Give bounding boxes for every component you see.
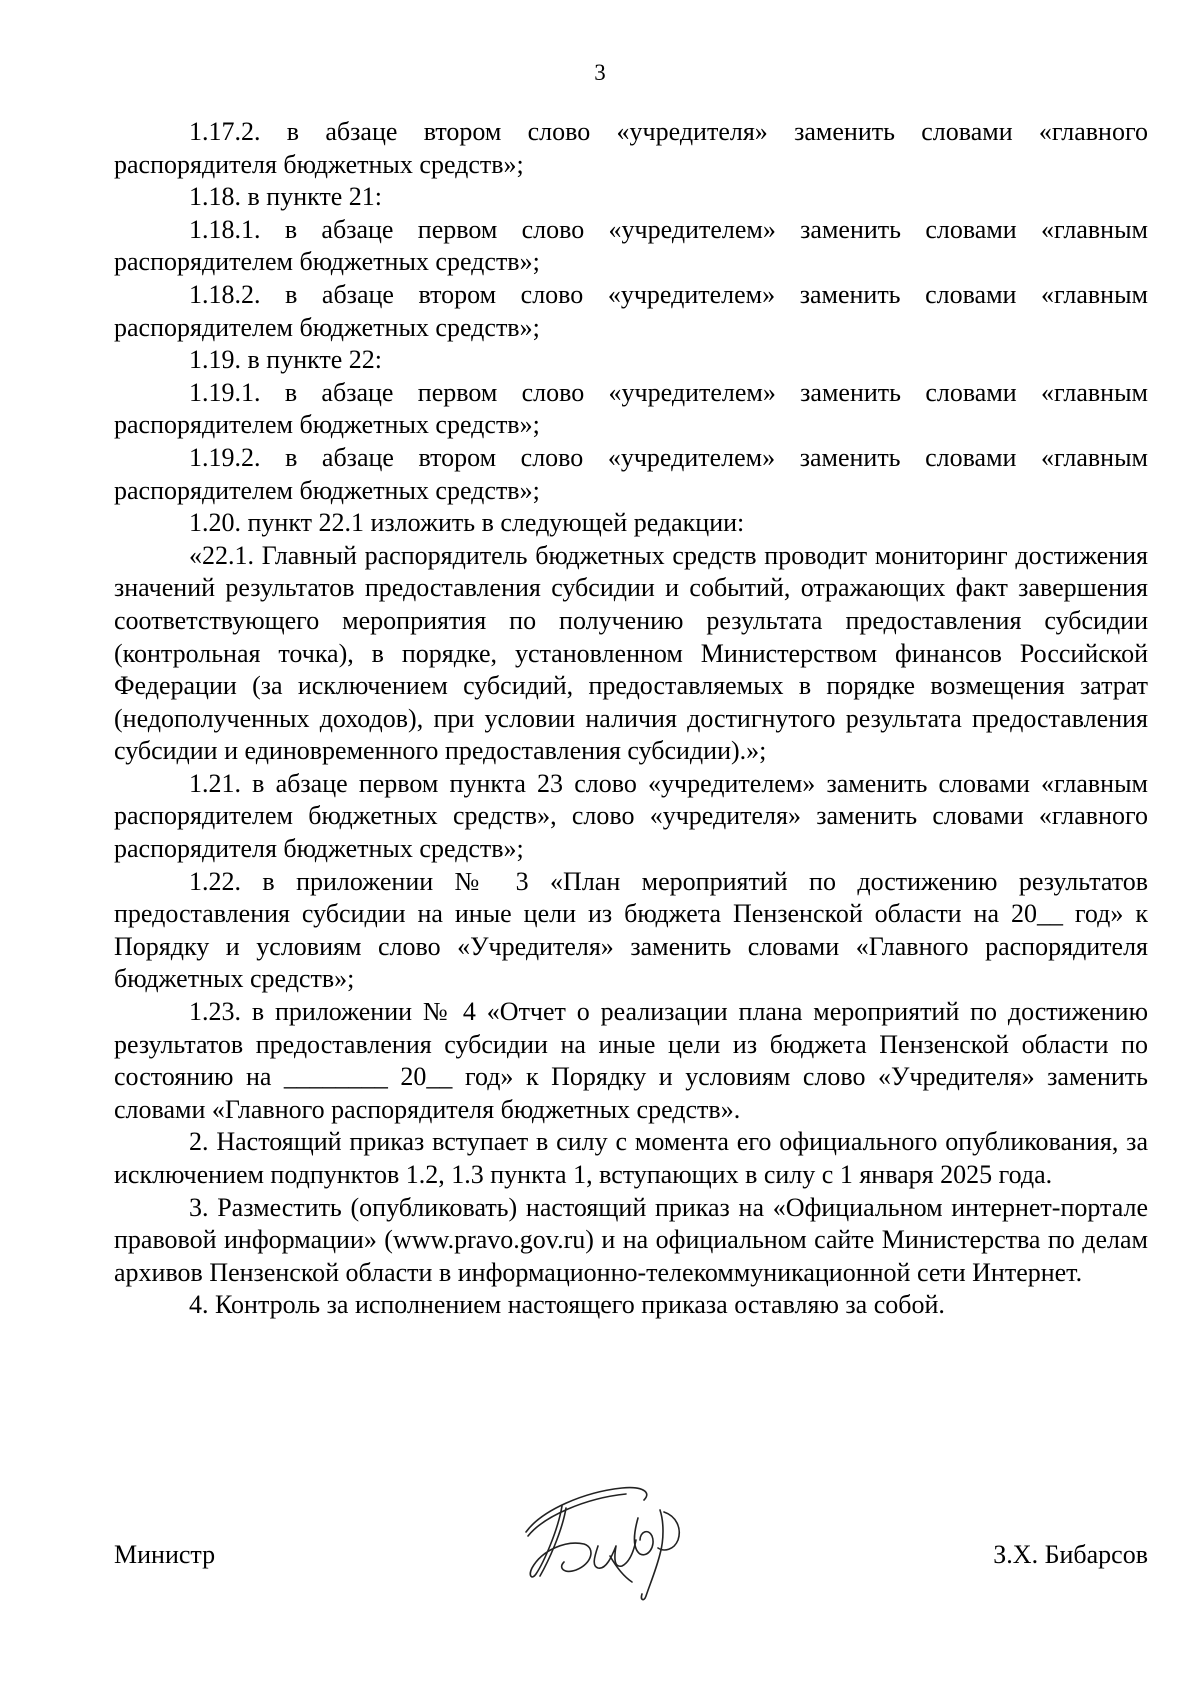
signatory-title: Министр bbox=[114, 1540, 216, 1569]
page-number: 3 bbox=[594, 60, 606, 85]
paragraph-1-19-1: 1.19.1. в абзаце первом слово «учредителем» заменить словами «главным распорядителем бюджетных средств»; bbox=[114, 377, 1148, 440]
paragraph-1-21: 1.21. в абзаце первом пункта 23 слово «учредителем» заменить словами «главным распорядителем бюджетных средств», слово «учредителя» заменить словами «главного распорядителя бюджетных средств»; bbox=[114, 768, 1148, 864]
handwritten-signature bbox=[514, 1470, 694, 1610]
paragraph-1-22: 1.22. в приложении № 3 «План мероприятий по достижению результатов предоставления субсидии на иные цели из бюджета Пензенской области на 20__ год» к Порядку и условиям слово «Учредителя» заменить словами «Главного распорядителя бюджетных средств»; bbox=[114, 866, 1148, 994]
signature-block bbox=[114, 1500, 1148, 1640]
paragraph-1-19-2: 1.19.2. в абзаце втором слово «учредителем» заменить словами «главным распорядителем бюджетных средств»; bbox=[114, 442, 1148, 505]
paragraph-1-23: 1.23. в приложении № 4 «Отчет о реализации плана мероприятий по достижению результатов предоставления субсидии на иные цели из бюджета Пензенской области по состоянию на ________ 20__ год» к Порядку и условиям слово «Учредителя» заменить словами «Главного распорядителя бюджетных средств». bbox=[114, 997, 1148, 1124]
signatory-name: З.Х. Бибарсов bbox=[993, 1540, 1148, 1569]
paragraph-2: 2. Настоящий приказ вступает в силу с момента его официального опубликования, за исключением подпунктов 1.2, 1.3 пункта 1, вступающих в силу с 1 января 2025 года. bbox=[114, 1127, 1148, 1189]
paragraph-1-18-2: 1.18.2. в абзаце втором слово «учредителем» заменить словами «главным распорядителем бюджетных средств»; bbox=[114, 279, 1148, 342]
paragraph-4: 4. Контроль за исполнением настоящего приказа оставляю за собой. bbox=[189, 1290, 945, 1320]
paragraph-1-20: 1.20. пункт 22.1 изложить в следующей редакции: bbox=[189, 508, 745, 538]
paragraph-1-17-2: 1.17.2. в абзаце втором слово «учредителя» заменить словами «главного распорядителя бюджетных средств»; bbox=[114, 117, 1148, 179]
paragraph-1-18-1: 1.18.1. в абзаце первом слово «учредителем» заменить словами «главным распорядителем бюджетных средств»; bbox=[114, 214, 1148, 277]
paragraph-3: 3. Разместить (опубликовать) настоящий приказ на «Официальном интернет-портале правовой информации» (www.pravo.gov.ru) и на официальном сайте Министерства по делам архивов Пензенской области в информационно-телекоммуникационной сети Интернет. bbox=[114, 1192, 1148, 1287]
document-body bbox=[114, 116, 1148, 1322]
paragraph-1-19: 1.19. в пункте 22: bbox=[189, 345, 383, 375]
paragraph-1-18: 1.18. в пункте 21: bbox=[189, 182, 383, 212]
paragraph-22-1-quote: «22.1. Главный распорядитель бюджетных средств проводит мониторинг достижения значений результатов предоставления субсидии и событий, отражающих факт завершения соответствующего мероприятия по получению результата предоставления субсидии (контрольная точка), в порядке, установленном Министерством финансов Российской Федерации (за исключением субсидий, предоставляемых в порядке возмещения затрат (недополученных доходов), при условии наличия достигнутого результата предоставления субсидии и единовременного предоставления субсидии).»; bbox=[114, 540, 1148, 766]
